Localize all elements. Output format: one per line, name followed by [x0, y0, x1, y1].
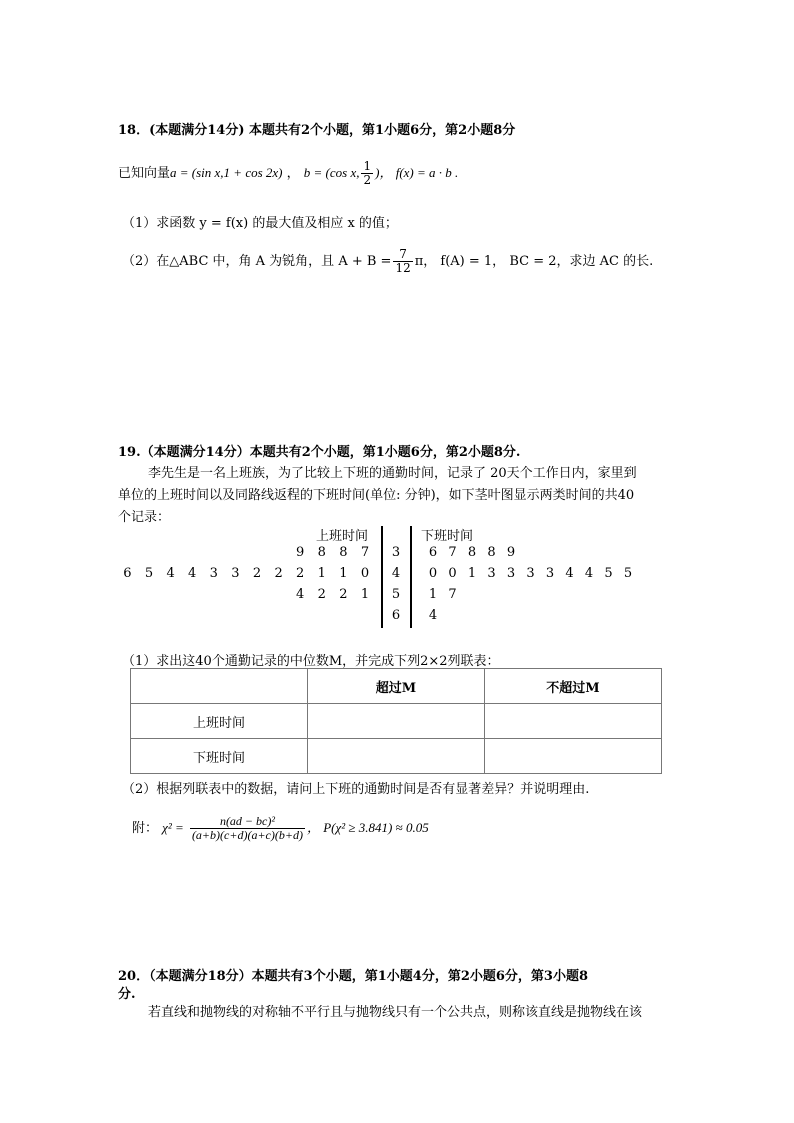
table-header-cell [131, 669, 308, 704]
right-leaf: 1 [428, 587, 438, 602]
right-leaf: 5 [623, 566, 633, 581]
q18-frac-den: 12 [395, 261, 411, 275]
q20-heading-line1: 20．（本题满分18分）本题共有3个小题，第1小题4分，第2小题6分，第3小题8 [118, 969, 588, 984]
table-header-cell: 超过M [308, 669, 485, 704]
q18-part2-b: π， f(A) = 1， BC = 2，求边 AC 的长. [414, 254, 654, 269]
right-leaf: 4 [584, 566, 594, 581]
left-leaf: 3 [209, 566, 218, 581]
table-cell [485, 704, 662, 739]
q18-vector-b-suffix: ) [375, 165, 380, 180]
q20-heading-line2: 分. [118, 987, 136, 1002]
q18-part2-fraction [393, 248, 412, 275]
left-leaf: 1 [317, 566, 326, 581]
q19-part1: （1）求出这40个通勤记录的中位数M，并完成下列2×2列联表： [122, 654, 500, 669]
left-leaf: 9 [296, 545, 305, 560]
right-leaf: 0 [428, 566, 438, 581]
q18-heading: 18．(本题满分14分) 本题共有2个小题，第1小题6分，第2小题8分 [118, 123, 516, 138]
right-leaf: 5 [604, 566, 613, 581]
right-leaf: 6 [428, 545, 438, 560]
table-header-row [131, 669, 662, 704]
left-leaf: 2 [339, 587, 348, 602]
left-leaf: 1 [360, 587, 370, 602]
left-leaf: 6 [123, 566, 132, 581]
chi-square-lhs: χ² = [162, 820, 184, 835]
right-leaf: 0 [448, 566, 457, 581]
left-leaf: 2 [252, 566, 262, 581]
left-leaf: 8 [339, 545, 348, 560]
right-leaf: 7 [448, 545, 457, 560]
right-leaf: 1 [467, 566, 477, 581]
q18-part1: （1）求函数 y = f(x) 的最大值及相应 x 的值； [122, 216, 398, 231]
left-leaf: 7 [360, 545, 370, 560]
left-leaf: 0 [360, 566, 370, 581]
probability-statement: ， P(χ² ≥ 3.841) ≈ 0.05 [306, 820, 429, 835]
q19-intro-line3: 个记录： [118, 510, 171, 525]
right-leaf: 9 [506, 545, 516, 560]
q19-intro-line2: 单位的上班时间以及同路线返程的下班时间(单位: 分钟)，如下茎叶图显示两类时间的共40 [118, 488, 635, 503]
right-leaf: 3 [545, 566, 555, 581]
q18-half-fraction [361, 160, 373, 187]
left-leaf: 8 [317, 545, 326, 560]
chi-square-fraction [190, 815, 305, 842]
right-leaf: 4 [428, 608, 438, 623]
left-leaf: 2 [296, 566, 305, 581]
stem-3: 3 [391, 545, 401, 560]
right-leaf: 8 [467, 545, 477, 560]
chi-square-denominator: (a+b)(c+d)(a+c)(b+d) [191, 828, 303, 842]
left-leaf: 2 [317, 587, 326, 602]
q18-given: 已知向量a = (sin x,1 + cos 2x) ， b = (cos x, $\frac{1}{2}$ )， f(x) = a · b . [118, 159, 459, 187]
stem-6: 6 [391, 608, 401, 623]
right-leaf: 4 [565, 566, 574, 581]
stemleaf-left-divider [381, 526, 383, 628]
left-leaf: 4 [188, 566, 197, 581]
q19-formula-note [132, 808, 429, 849]
formula-note-prefix: 附： [132, 821, 159, 836]
right-leaf: 7 [448, 587, 457, 602]
table-cell [308, 704, 485, 739]
q18-f-def: ， f(x) = a · b . [379, 165, 459, 180]
left-leaf: 5 [144, 566, 154, 581]
q18-vector-a: a = (sin x,1 + cos 2x) [170, 165, 283, 180]
left-leaf: 3 [231, 566, 240, 581]
chi-square-numerator: n(ad − bc)² [190, 815, 305, 829]
table-row-label: 上班时间 [131, 704, 308, 739]
q19-intro-line1: 李先生是一名上班族，为了比较上下班的通勤时间，记录了 20天个工作日内，家里到 [148, 466, 637, 481]
q18-part2-a: （2）在△ABC 中，角 A 为锐角，且 A + B = [122, 254, 392, 269]
q20-intro: 若直线和抛物线的对称轴不平行且与抛物线只有一个公共点，则称该直线是抛物线在该 [148, 1005, 643, 1020]
table-row-label: 下班时间 [131, 739, 308, 774]
right-leaf: 3 [506, 566, 516, 581]
left-leaf: 4 [296, 587, 305, 602]
contingency-table [130, 668, 662, 774]
stemleaf-right-divider [410, 526, 412, 628]
stem-4: 4 [391, 566, 401, 581]
q18-part2 [122, 248, 653, 276]
q18-vector-b-prefix: b = (cos x, [303, 165, 360, 180]
stemleaf-left-title: 上班时间 [316, 529, 369, 544]
right-leaf: 3 [487, 566, 496, 581]
q19-part2: （2）根据列联表中的数据，请问上下班的通勤时间是否有显著差异？并说明理由. [122, 782, 590, 797]
left-leaf: 1 [339, 566, 348, 581]
table-cell [485, 739, 662, 774]
table-row [131, 739, 662, 774]
q18-half-den: 2 [363, 173, 372, 187]
stem-5: 5 [391, 587, 401, 602]
table-header-cell: 不超过M [485, 669, 662, 704]
left-leaf: 2 [274, 566, 283, 581]
q18-frac-num: 7 [393, 248, 412, 262]
q18-given-prefix: 已知向量 [118, 166, 171, 181]
q18-half-num: 1 [363, 159, 372, 173]
table-row [131, 704, 662, 739]
stemleaf-right-title: 下班时间 [421, 529, 474, 544]
q19-heading: 19.（本题满分14分）本题共有2个小题，第1小题6分，第2小题8分. [118, 445, 521, 460]
left-leaf: 4 [166, 566, 175, 581]
table-cell [308, 739, 485, 774]
right-leaf: 8 [487, 545, 496, 560]
right-leaf: 3 [526, 566, 535, 581]
